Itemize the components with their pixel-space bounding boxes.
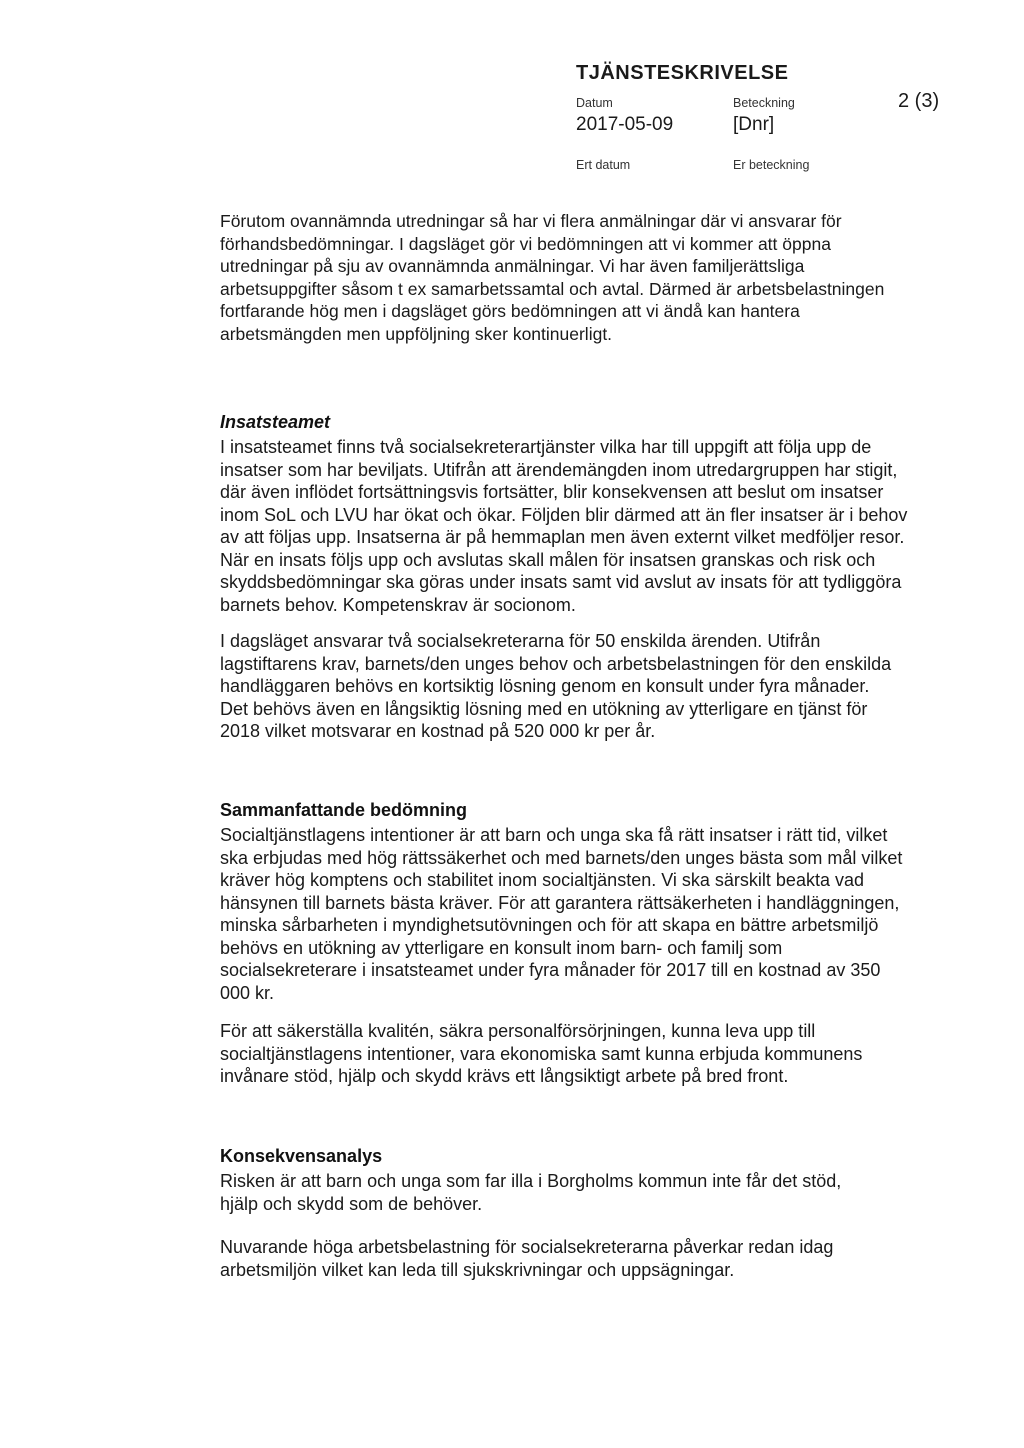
er-beteckning-label: Er beteckning xyxy=(733,158,810,172)
beteckning-value: [Dnr] xyxy=(733,114,775,135)
insatsteamet-paragraph-1: I insatsteamet finns två socialsekreterartjänster vilka har till uppgift att följa upp de insatser som har beviljats. Utifrån att ärendemängden inom utredargruppen har stigit, där även inflödet fortsättningsvis fortsätter, blir konsekvensen att beslut om insatser inom SoL och LVU har ökat och ökar. Följden blir därmed att än fler insatser är i behov av att följas upp. Insatserna är på hemmaplan men även externt vilket medföljer resor. När en insats följs upp och avslutas skall målen för insatsen granskas och risk och skyddsbedömningar ska göras under insats samt vid avslut av insats för att tydliggöra barnets behov. Kompetenskrav är socionom. xyxy=(220,437,908,615)
page-number: 2 (3) xyxy=(898,90,940,112)
konsekvensanalys-heading: Konsekvensanalys xyxy=(220,1146,383,1166)
datum-label: Datum xyxy=(576,96,613,110)
datum-value: 2017-05-09 xyxy=(576,114,674,135)
ert-datum-label: Ert datum xyxy=(576,158,631,172)
insatsteamet-heading: Insatsteamet xyxy=(220,412,331,432)
konsekvensanalys-paragraph-2: Nuvarande höga arbetsbelastning för socialsekreterarna påverkar redan idag arbetsmiljön vilket kan leda till sjukskrivningar och uppsägningar. xyxy=(220,1237,834,1280)
insatsteamet-paragraph-2: I dagsläget ansvarar två socialsekreterarna för 50 enskilda ärenden. Utifrån lagstiftarens krav, barnets/den unges behov och arbetsbelastningen för den enskilda handläggaren behövs en kortsiktig lösning genom en konsult under fyra månader. Det behövs även en långsiktig lösning med en utökning av ytterligare en tjänst för 2018 vilket motsvarar en kostnad på 520 000 kr per år. xyxy=(220,631,892,741)
sammanfattande-paragraph-1: Socialtjänstlagens intentioner är att barn och unga ska få rätt insatser i rätt tid, vilket ska erbjudas med hög rättssäkerhet och med barnets/den unges bästa som mål vilket kräver hög komptens och stabilitet inom socialtjänsten. Vi ska särskilt beakta vad hänsynen till barnets bästa kräver. För att garantera rättsäkerheten i handläggningen, minska sårbarheten i myndighetsutövningen och för att skapa en bättre arbetsmiljö behövs en utökning av ytterligare en konsult inom barn- och familj som socialsekreterare i insatsteamet under fyra månader för 2017 till en kostnad av 350 000 kr. xyxy=(220,825,903,1003)
document-type-title: TJÄNSTESKRIVELSE xyxy=(576,62,789,84)
beteckning-label: Beteckning xyxy=(733,96,795,110)
sammanfattande-heading: Sammanfattande bedömning xyxy=(220,800,468,820)
sammanfattande-paragraph-2: För att säkerställa kvalitén, säkra personalförsörjningen, kunna leva upp till socialtjänstlagens intentioner, vara ekonomiska samt kunna erbjuda kommunens invånare stöd, hjälp och skydd krävs ett långsiktigt arbete på bred front. xyxy=(220,1021,863,1086)
konsekvensanalys-paragraph-1: Risken är att barn och unga som far illa i Borgholms kommun inte får det stöd, hjälp och skydd som de behöver. xyxy=(220,1171,842,1214)
intro-paragraph: Förutom ovannämnda utredningar så har vi flera anmälningar där vi ansvarar för förhandsbedömningar. I dagsläget gör vi bedömningen att vi kommer att öppna utredningar på sju av ovannämnda anmälningar. Vi har även familjerättsliga arbetsuppgifter såsom t ex samarbetssamtal och avtal. Därmed är arbetsbelastningen fortfarande hög men i dagsläget görs bedömningen att vi ändå kan hantera arbetsmängden men uppföljning sker kontinuerligt. xyxy=(220,211,885,344)
